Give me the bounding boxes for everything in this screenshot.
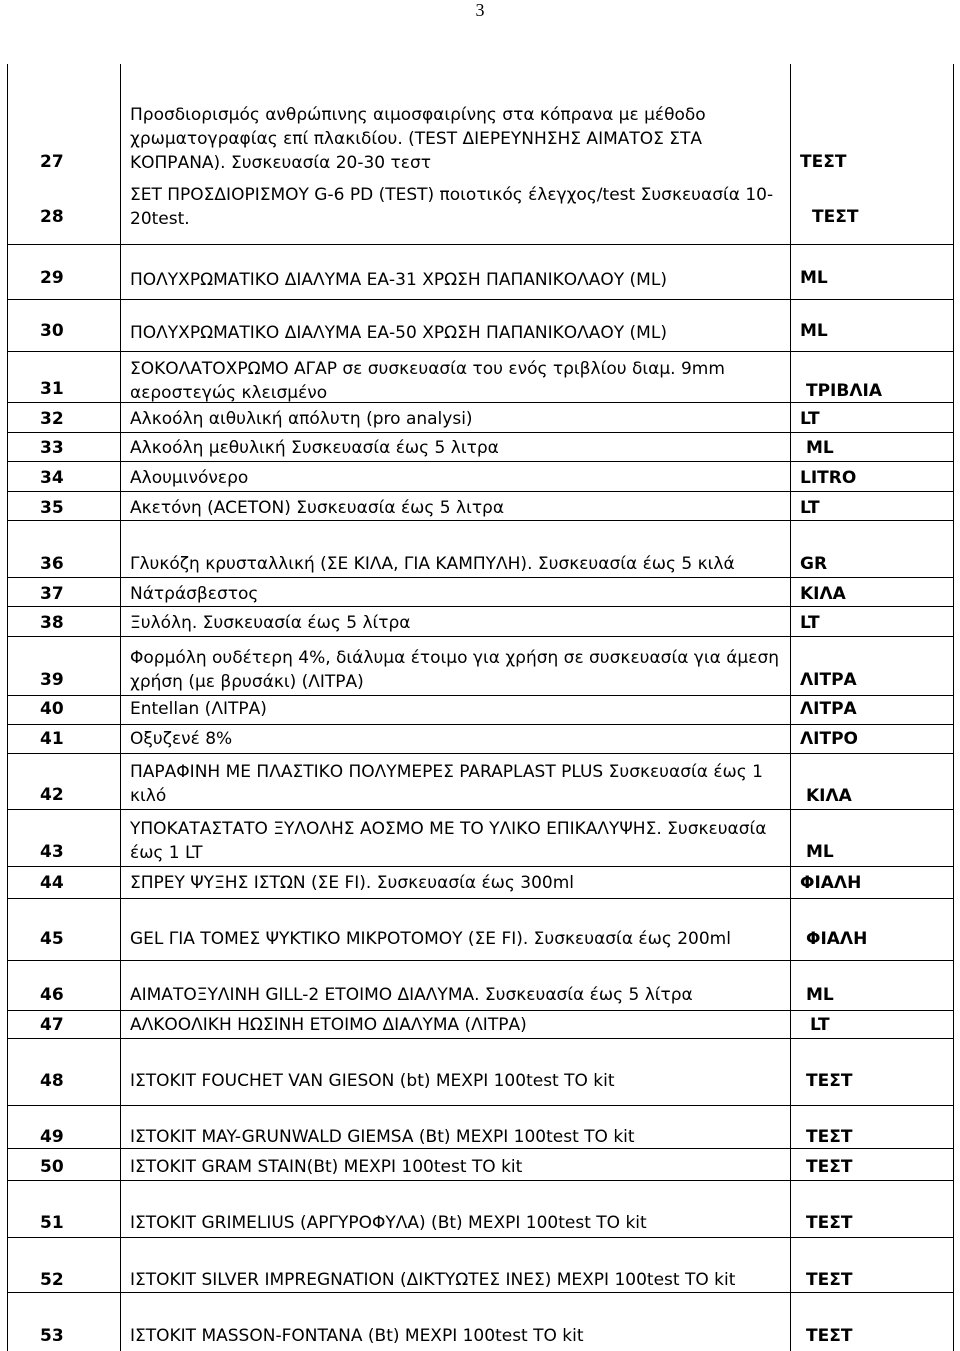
- item-unit: ΤΕΣΤ: [806, 1071, 853, 1091]
- item-number: 40: [40, 699, 64, 719]
- item-unit: ΤΡΙΒΛΙΑ: [806, 381, 882, 401]
- table-border-left: [7, 64, 8, 1351]
- item-number: 35: [40, 498, 64, 518]
- item-description: Αλκοόλη αιθυλική απόλυτη (pro analysi): [130, 409, 473, 429]
- item-description: ΙΣΤΟΚΙΤ GRIMELIUS (ΑΡΓΥΡΟΦΥΛΑ) (Bt) ΜΕΧΡΙ 100test TO kit: [130, 1213, 647, 1233]
- item-description: Γλυκόζη κρυσταλλική (ΣΕ ΚΙΛΑ, ΓΙΑ ΚΑΜΠΥΛΗ). Συσκευασία έως 5 κιλά: [130, 554, 735, 574]
- row-separator: [7, 577, 953, 578]
- item-number: 30: [40, 321, 64, 341]
- item-description: ΠΑΡΑΦΙΝΗ ΜΕ ΠΛΑΣΤΙΚΟ ΠΟΛΥΜΕΡΕΣ PARAPLAST PLUS Συσκευασία έως 1: [130, 762, 763, 782]
- item-description: GEL ΓΙΑ ΤΟΜΕΣ ΨΥΚΤΙΚΟ ΜΙΚΡΟΤΟΜΟΥ (ΣΕ FI). Συσκευασία έως 200ml: [130, 929, 731, 949]
- item-unit: ML: [806, 438, 834, 458]
- row-separator: [7, 1237, 953, 1238]
- item-unit: ΤΕΣΤ: [806, 1326, 853, 1346]
- item-number: 38: [40, 613, 64, 633]
- item-unit: ΤΕΣΤ: [806, 1270, 853, 1290]
- item-unit: ΛΙΤΡΑ: [800, 670, 857, 690]
- item-unit: LT: [800, 409, 820, 429]
- item-description: ΣΟΚΟΛΑΤΟΧΡΩΜΟ ΑΓΑΡ σε συσκευασία του ενός τριβλίου διαμ. 9mm: [130, 359, 725, 379]
- item-description: Οξυζενέ 8%: [130, 729, 233, 749]
- item-unit: ΛΙΤΡΟ: [800, 729, 858, 749]
- row-separator: [7, 695, 953, 696]
- item-number: 41: [40, 729, 64, 749]
- row-separator: [7, 809, 953, 810]
- item-number: 44: [40, 873, 64, 893]
- item-number: 51: [40, 1213, 64, 1233]
- row-separator: [7, 491, 953, 492]
- item-number: 43: [40, 842, 64, 862]
- row-separator: [7, 520, 953, 521]
- item-unit: ML: [806, 985, 834, 1005]
- item-unit: ΚΙΛΑ: [806, 786, 852, 806]
- row-separator: [7, 1038, 953, 1039]
- row-separator: [7, 606, 953, 607]
- item-unit: ΤΕΣΤ: [812, 207, 859, 227]
- item-unit: ΤΕΣΤ: [806, 1213, 853, 1233]
- item-description: κιλό: [130, 786, 167, 806]
- item-number: 28: [40, 207, 64, 227]
- item-number: 45: [40, 929, 64, 949]
- item-unit: LT: [810, 1015, 830, 1035]
- item-description: ΑΛΚΟΟΛΙΚΗ ΗΩΣΙΝΗ ΕΤΟΙΜΟ ΔΙΑΛΥΜΑ (ΛΙΤΡΑ): [130, 1015, 527, 1035]
- table-border-right: [953, 64, 954, 1351]
- row-separator: [7, 1010, 953, 1011]
- page-number: 3: [475, 0, 485, 20]
- item-unit: LT: [800, 498, 820, 518]
- item-unit: ML: [806, 842, 834, 862]
- item-description: ΑΙΜΑΤΟΞΥΛΙΝΗ GILL-2 ΕΤΟΙΜΟ ΔΙΑΛΥΜΑ. Συσκευασία έως 5 λίτρα: [130, 985, 693, 1005]
- item-unit: LITRO: [800, 468, 857, 488]
- item-number: 29: [40, 268, 64, 288]
- row-separator: [7, 1105, 953, 1106]
- row-separator: [7, 898, 953, 899]
- item-number: 48: [40, 1071, 64, 1091]
- row-separator: [7, 960, 953, 961]
- item-description: Αλκοόλη μεθυλική Συσκευασία έως 5 λιτρα: [130, 438, 499, 458]
- item-unit: ΦΙΑΛΗ: [806, 929, 868, 949]
- item-description: Ακετόνη (ACETON) Συσκευασία έως 5 λιτρα: [130, 498, 505, 518]
- item-number: 47: [40, 1015, 64, 1035]
- item-unit: ΤΕΣΤ: [800, 152, 847, 172]
- item-description: αεροστεγώς κλεισμένο: [130, 383, 328, 403]
- item-number: 32: [40, 409, 64, 429]
- item-unit: ΦΙΑΛΗ: [800, 873, 862, 893]
- item-description: ΙΣΤΟΚΙΤ MASSON-FONTANA (Bt) ΜΕΧΡΙ 100test TO kit: [130, 1326, 584, 1346]
- item-unit: ΤΕΣΤ: [806, 1127, 853, 1147]
- column-divider-unit: [790, 64, 791, 1351]
- item-unit: ΛΙΤΡΑ: [800, 699, 857, 719]
- item-number: 33: [40, 438, 64, 458]
- row-separator: [7, 1180, 953, 1181]
- item-description: ΠΟΛΥΧΡΩΜΑΤΙΚΟ ΔΙΑΛΥΜΑ ΕΑ-50 ΧΡΩΣΗ ΠΑΠΑΝΙΚΟΛΑΟΥ (ML): [130, 323, 667, 343]
- row-separator: [7, 351, 953, 352]
- item-number: 42: [40, 785, 64, 805]
- item-number: 36: [40, 554, 64, 574]
- column-divider-number: [120, 64, 121, 1351]
- item-description: Νάτράσβεστος: [130, 584, 259, 604]
- item-number: 46: [40, 985, 64, 1005]
- row-separator: [7, 299, 953, 300]
- row-separator: [7, 432, 953, 433]
- row-separator: [7, 1292, 953, 1293]
- item-number: 49: [40, 1127, 64, 1147]
- item-number: 37: [40, 584, 64, 604]
- item-unit: ΤΕΣΤ: [806, 1157, 853, 1177]
- item-number: 34: [40, 468, 64, 488]
- item-description: ΚΟΠΡΑΝΑ). Συσκευασία 20-30 τεστ: [130, 153, 431, 173]
- item-description: Αλουμινόνερο: [130, 468, 249, 488]
- item-description: ΙΣΤΟΚΙΤ SILVER IMPREGNATION (ΔΙΚΤΥΩΤΕΣ ΙΝΕΣ) ΜΕΧΡΙ 100test TO kit: [130, 1270, 736, 1290]
- row-separator: [7, 461, 953, 462]
- item-number: 50: [40, 1157, 64, 1177]
- item-description: ΙΣΤΟΚΙΤ FOUCHET VAN GIESON (bt) ΜΕΧΡΙ 100test TO kit: [130, 1071, 615, 1091]
- row-separator: [7, 636, 953, 637]
- item-unit: ΚΙΛΑ: [800, 584, 846, 604]
- item-description: 20test.: [130, 209, 190, 229]
- row-separator: [7, 753, 953, 754]
- item-number: 52: [40, 1270, 64, 1290]
- row-separator: [7, 244, 953, 245]
- item-description: ΣΠΡΕΥ ΨΥΞΗΣ ΙΣΤΩΝ (ΣΕ FI). Συσκευασία έως 300ml: [130, 873, 575, 893]
- item-description: Entellan (ΛΙΤΡΑ): [130, 699, 267, 719]
- item-description: ΥΠΟΚΑΤΑΣΤΑΤΟ ΞΥΛΟΛΗΣ ΑΟΣΜΟ ΜΕ ΤΟ ΥΛΙΚΟ ΕΠΙΚΑΛΥΨΗΣ. Συσκευασία: [130, 819, 767, 839]
- item-unit: LT: [800, 613, 820, 633]
- item-number: 39: [40, 670, 64, 690]
- item-description: Ξυλόλη. Συσκευασία έως 5 λίτρα: [130, 613, 411, 633]
- item-description: Φορμόλη ουδέτερη 4%, διάλυμα έτοιμο για χρήση σε συσκευασία για άμεση: [130, 648, 779, 668]
- item-description: χρωματογραφίας επί πλακιδίου. (TEST ΔΙΕΡΕΥΝΗΣΗΣ ΑΙΜΑΤΟΣ ΣΤΑ: [130, 129, 703, 149]
- item-unit: ML: [800, 268, 828, 288]
- row-separator: [7, 724, 953, 725]
- item-unit: ML: [800, 321, 828, 341]
- item-description: ΙΣΤΟΚΙΤ GRAM STAIN(Bt) ΜΕΧΡΙ 100test TO kit: [130, 1157, 523, 1177]
- item-number: 53: [40, 1326, 64, 1346]
- item-description: Προσδιορισμός ανθρώπινης αιμοσφαιρίνης στα κόπρανα με μέθοδο: [130, 105, 706, 125]
- item-description: ΙΣΤΟΚΙΤ MAY-GRUNWALD GIEMSA (Bt) ΜΕΧΡΙ 100test TO kit: [130, 1127, 635, 1147]
- row-separator: [7, 866, 953, 867]
- item-description: ΣΕΤ ΠΡΟΣΔΙΟΡΙΣΜΟΥ G-6 PD (TEST) ποιοτικός έλεγχος/test Συσκευασία 10-: [130, 185, 774, 205]
- item-description: έως 1 LT: [130, 843, 203, 863]
- item-unit: GR: [800, 554, 828, 574]
- item-number: 31: [40, 379, 64, 399]
- item-description: ΠΟΛΥΧΡΩΜΑΤΙΚΟ ΔΙΑΛΥΜΑ ΕΑ-31 ΧΡΩΣΗ ΠΑΠΑΝΙΚΟΛΑΟΥ (ML): [130, 270, 667, 290]
- item-number: 27: [40, 152, 64, 172]
- item-description: χρήση (με βρυσάκι) (ΛΙΤΡΑ): [130, 672, 364, 692]
